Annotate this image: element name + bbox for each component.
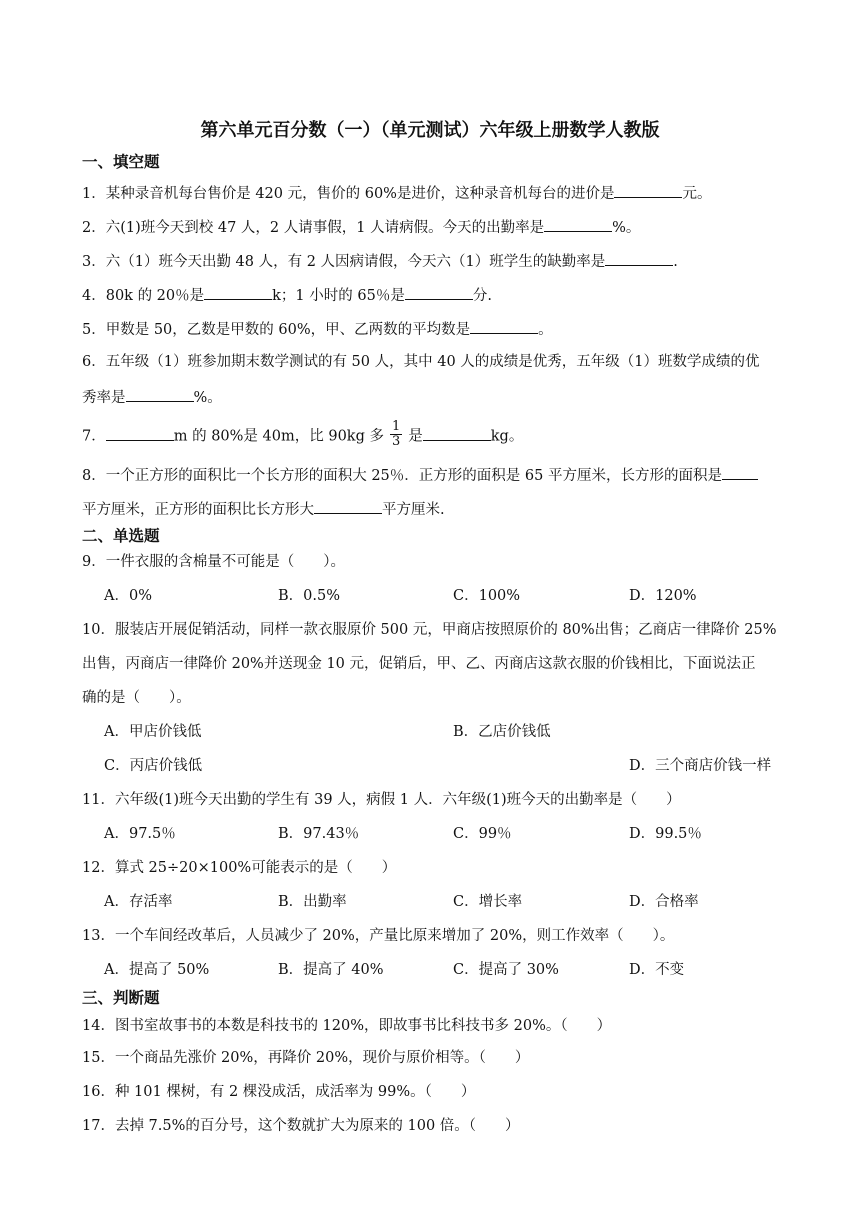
option-a[interactable]: A．0% <box>104 588 152 604</box>
question-6 <box>82 352 812 372</box>
option-b[interactable]: B．97.43％ <box>278 826 360 842</box>
question-7 <box>82 419 812 451</box>
question-9: 9．一件衣服的含棉量不可能是（ ）。 <box>82 554 345 570</box>
question-4-text: 4．80k 的 20％是 <box>82 288 205 304</box>
question-8-line-2 <box>82 498 812 520</box>
question-7-text: m 的 80%是 40m，比 90kg 多 <box>173 428 384 445</box>
question-1-unit: 元。 <box>682 186 712 202</box>
question-3-text: 3．六（1）班今天出勤 48 人，有 2 人因病请假，今天六（1）班学生的缺勤率是 <box>82 254 606 270</box>
fraction-numerator: 1 <box>391 419 401 434</box>
question-2 <box>82 216 812 238</box>
answer-blank[interactable] <box>614 182 682 198</box>
question-14: 14．图书室故事书的本数是科技书的 120%，即故事书比科技书多 20%。（ ） <box>82 1018 612 1034</box>
question-2-unit: %。 <box>612 220 641 236</box>
question-6-text: 6．五年级（1）班参加期末数学测试的有 50 人，其中 40 人的成绩是优秀，五年级（1）班数学成绩的优 <box>82 354 760 370</box>
question-9-options <box>104 586 824 606</box>
question-11: 11．六年级(1)班今天出勤的学生有 39 人，病假 1 人．六年级(1)班今天的出勤率是（ ） <box>82 792 681 808</box>
question-12: 12．算式 25÷20×100%可能表示的是（ ） <box>82 860 397 876</box>
question-5-unit: 。 <box>538 322 553 338</box>
question-1 <box>82 182 812 204</box>
option-a[interactable]: A．甲店价钱低 <box>104 724 202 740</box>
section-heading-judge: 三、判断题 <box>82 989 160 1007</box>
question-15: 15．一个商品先涨价 20%，再降价 20%，现价与原价相等。（ ） <box>82 1050 530 1066</box>
option-c[interactable]: C．提高了 30% <box>453 962 559 978</box>
question-6-line-2 <box>82 386 812 408</box>
fraction-one-third <box>390 420 402 449</box>
question-12-options <box>104 892 824 912</box>
question-10-line-3: 确的是（ ）。 <box>82 690 191 706</box>
answer-blank[interactable] <box>106 425 174 441</box>
question-10-line-2: 出售，丙商店一律降价 20%并送现金 10 元，促销后，甲、乙、丙商店这款衣服的价钱相比，下面说法正 <box>82 656 756 672</box>
question-6-unit: %。 <box>193 390 222 406</box>
question-7-number: 7． <box>82 428 106 445</box>
question-17: 17．去掉 7.5%的百分号，这个数就扩大为原来的 100 倍。（ ） <box>82 1118 520 1134</box>
question-10: 10．服装店开展促销活动，同样一款衣服原价 500 元，甲商店按照原价的 80%出售；乙商店一律降价 25% <box>82 622 777 638</box>
option-b[interactable]: B．出勤率 <box>278 894 347 910</box>
question-10-options-row-1 <box>104 722 824 742</box>
question-3-unit: . <box>673 254 678 270</box>
option-a[interactable]: A．97.5％ <box>104 826 176 842</box>
option-c[interactable]: C．100% <box>453 588 521 604</box>
answer-blank[interactable] <box>314 498 382 514</box>
answer-blank[interactable] <box>722 464 758 480</box>
question-8-text-2: 平方厘米，正方形的面积比长方形大 <box>82 502 314 518</box>
option-a[interactable]: A．存活率 <box>104 894 173 910</box>
question-8 <box>82 464 812 486</box>
question-13: 13．一个车间经改革后，人员减少了 20%，产量比原来增加了 20%，则工作效率（ ）。 <box>82 928 675 944</box>
answer-blank[interactable] <box>544 216 612 232</box>
question-4-text-2: k；1 小时的 65％是 <box>272 288 405 304</box>
question-7-text-2: 是 <box>408 428 423 445</box>
question-2-text: 2．六(1)班今天到校 47 人，2 人请事假，1 人请病假。今天的出勤率是 <box>82 220 545 236</box>
question-11-options <box>104 824 824 844</box>
question-7-unit: kg。 <box>490 428 524 445</box>
fraction-denominator: 3 <box>391 434 401 449</box>
question-5-text: 5．甲数是 50，乙数是甲数的 60%，甲、乙两数的平均数是 <box>82 322 471 338</box>
page-title: 第六单元百分数（一）（单元测试）六年级上册数学人教版 <box>200 120 660 141</box>
answer-blank[interactable] <box>605 250 673 266</box>
question-10-options-row-2 <box>104 756 824 776</box>
answer-blank[interactable] <box>423 425 491 441</box>
option-d[interactable]: D．99.5％ <box>629 826 702 842</box>
option-a[interactable]: A．提高了 50% <box>104 962 210 978</box>
question-16: 16．种 101 棵树，有 2 棵没成活，成活率为 99%。（ ） <box>82 1084 476 1100</box>
section-heading-single-choice: 二、单选题 <box>82 527 160 545</box>
question-8-unit: 平方厘米. <box>382 502 445 518</box>
option-c[interactable]: C．增长率 <box>453 894 523 910</box>
answer-blank[interactable] <box>470 318 538 334</box>
question-13-options <box>104 960 824 980</box>
question-6-text-2: 秀率是 <box>82 390 126 406</box>
question-3 <box>82 250 812 272</box>
option-d[interactable]: D．不变 <box>629 962 685 978</box>
answer-blank[interactable] <box>204 284 272 300</box>
answer-blank[interactable] <box>126 386 194 402</box>
question-5 <box>82 318 812 340</box>
option-c[interactable]: C．99％ <box>453 826 512 842</box>
section-heading-fill: 一、填空题 <box>82 153 160 171</box>
question-4-unit: 分. <box>472 288 492 304</box>
option-d[interactable]: D．三个商店价钱一样 <box>629 758 772 774</box>
question-4 <box>82 284 812 306</box>
option-b[interactable]: B．提高了 40% <box>278 962 384 978</box>
option-d[interactable]: D．合格率 <box>629 894 699 910</box>
option-c[interactable]: C．丙店价钱低 <box>104 758 203 774</box>
option-d[interactable]: D．120% <box>629 588 697 604</box>
answer-blank[interactable] <box>405 284 473 300</box>
question-1-text: 1．某种录音机每台售价是 420 元，售价的 60%是进价，这种录音机每台的进价是 <box>82 186 615 202</box>
option-b[interactable]: B．乙店价钱低 <box>453 724 551 740</box>
option-b[interactable]: B．0.5% <box>278 588 340 604</box>
question-8-text: 8．一个正方形的面积比一个长方形的面积大 25％．正方形的面积是 65 平方厘米，长方形的面积是 <box>82 468 722 484</box>
